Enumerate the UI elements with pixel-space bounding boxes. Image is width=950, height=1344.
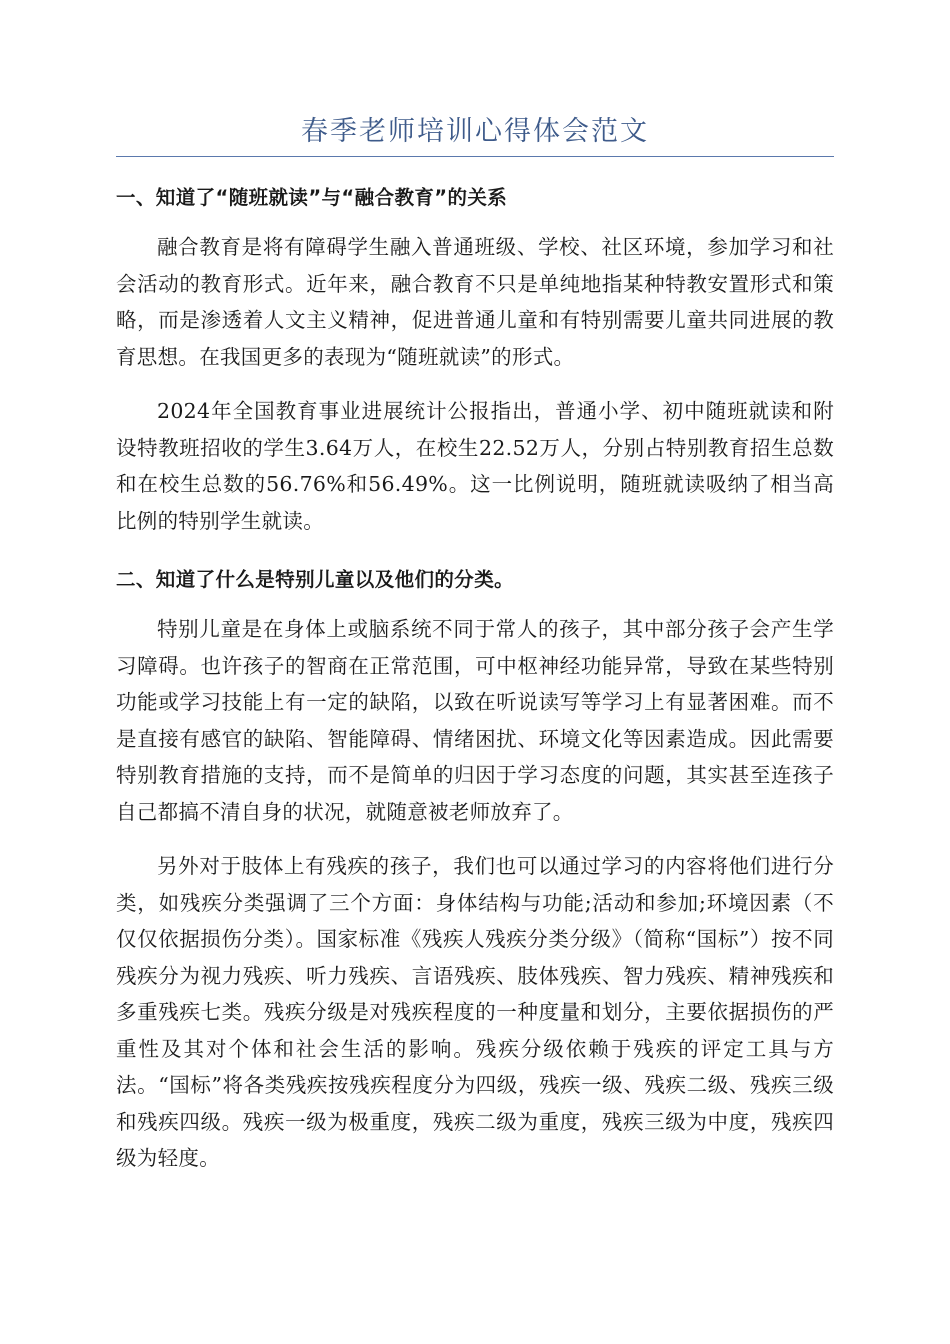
- document-page: [116, 110, 834, 1177]
- document-title: 春季老师培训心得体会范文: [116, 110, 834, 157]
- section-heading-1: 一、知道了“随班就读”与“融合教育”的关系: [116, 186, 508, 209]
- paragraph: 特别儿童是在身体上或脑系统不同于常人的孩子，其中部分孩子会产生学习障碍。也许孩子的智商在正常范围，可中枢神经功能异常，导致在某些特别功能或学习技能上有一定的缺陷，以致在听说读写等学习上有显著困难。而不是直接有感官的缺陷、智能障碍、情绪困扰、环境文化等因素造成。因此需要特别教育措施的支持，而不是简单的归因于学习态度的问题，其实甚至连孩子自己都搞不清自身的状况，就随意被老师放弃了。: [116, 617, 834, 824]
- paragraph: 2024年全国教育事业进展统计公报指出，普通小学、初中随班就读和附设特教班招收的学生3.64万人，在校生22.52万人，分别占特别教育招生总数和在校生总数的56.76%和56.49%。这一比例说明，随班就读吸纳了相当高比例的特别学生就读。: [116, 399, 834, 533]
- paragraph: 融合教育是将有障碍学生融入普通班级、学校、社区环境，参加学习和社会活动的教育形式。近年来，融合教育不只是单纯地指某种特教安置形式和策略，而是渗透着人文主义精神，促进普通儿童和有特别需要儿童共同进展的教育思想。在我国更多的表现为“随班就读”的形式。: [116, 235, 834, 369]
- paragraph: 另外对于肢体上有残疾的孩子，我们也可以通过学习的内容将他们进行分类，如残疾分类强调了三个方面：身体结构与功能;活动和参加;环境因素（不仅仅依据损伤分类）。国家标准《残疾人残疾分类分级》（简称“国标”）按不同残疾分为视力残疾、听力残疾、言语残疾、肢体残疾、智力残疾、精神残疾和多重残疾七类。残疾分级是对残疾程度的一种度量和划分，主要依据损伤的严重性及其对个体和社会生活的影响。残疾分级依赖于残疾的评定工具与方法。“国标”将各类残疾按残疾程度分为四级，残疾一级、残疾二级、残疾三级和残疾四级。残疾一级为极重度，残疾二级为重度，残疾三级为中度，残疾四级为轻度。: [116, 854, 834, 1170]
- section-heading-2: 二、知道了什么是特别儿童以及他们的分类。: [116, 568, 515, 591]
